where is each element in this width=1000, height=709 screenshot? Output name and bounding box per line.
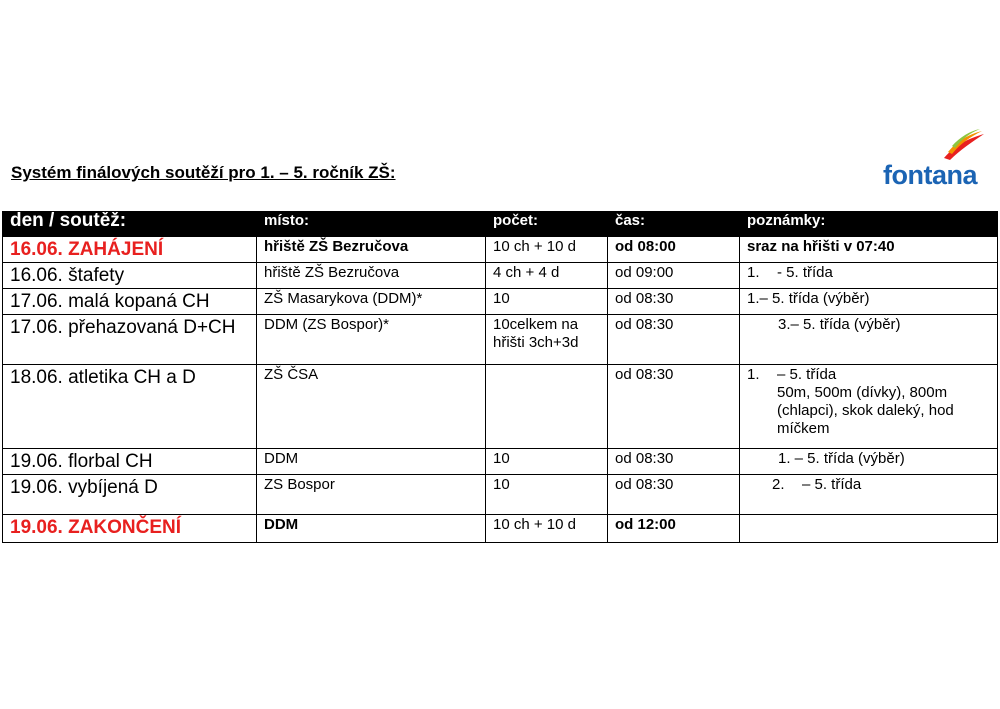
row-day: 17.06. malá kopaná CH — [3, 289, 257, 315]
row-place: DDM — [257, 515, 486, 543]
row-note — [740, 263, 998, 289]
note-number: 2. — [772, 476, 785, 493]
table-row — [3, 515, 998, 543]
header-place: místo: — [257, 212, 486, 237]
row-place: hřiště ZŠ Bezručova — [257, 237, 486, 263]
row-note: 1.– 5. třída (výběr) — [740, 289, 998, 315]
row-count — [486, 365, 608, 449]
row-note: sraz na hřišti v 07:40 — [740, 237, 998, 263]
row-time: od 08:30 — [608, 449, 740, 475]
document-title: Systém finálových soutěží pro 1. – 5. ročník ZŠ: — [11, 163, 396, 182]
header-note: poznámky: — [740, 212, 998, 237]
row-time: od 08:00 — [608, 237, 740, 263]
row-note — [740, 365, 998, 449]
row-day: 16.06. štafety — [3, 263, 257, 289]
note-text: - 5. třída — [777, 264, 833, 281]
logo-text: fontana — [883, 160, 977, 190]
row-place: ZŠ ČSA — [257, 365, 486, 449]
row-day: 19.06. ZAKONČENÍ — [3, 515, 257, 543]
note-detail: 50m, 500m (dívky), 800m (chlapci), skok daleký, hod míčkem — [777, 384, 954, 437]
header-day: den / soutěž: — [3, 212, 257, 237]
row-count: 4 ch + 4 d — [486, 263, 608, 289]
row-day: 16.06. ZAHÁJENÍ — [3, 237, 257, 263]
row-note: 3.– 5. třída (výběr) — [740, 315, 998, 365]
table-row — [3, 263, 998, 289]
row-day: 19.06. florbal CH — [3, 449, 257, 475]
row-time: od 09:00 — [608, 263, 740, 289]
table-row — [3, 365, 998, 449]
row-day: 19.06. vybíjená D — [3, 475, 257, 515]
note-text: – 5. třída — [777, 366, 837, 383]
row-count: 10 — [486, 475, 608, 515]
header-time: čas: — [608, 212, 740, 237]
table-row — [3, 475, 998, 515]
row-count: 10 — [486, 289, 608, 315]
table-row — [3, 237, 998, 263]
row-time: od 08:30 — [608, 289, 740, 315]
table-row — [3, 289, 998, 315]
row-note — [740, 475, 998, 515]
row-place: DDM — [257, 449, 486, 475]
row-count: 10celkem na hřišti 3ch+3d — [486, 315, 608, 365]
row-day: 17.06. přehazovaná D+CH — [3, 315, 257, 365]
fontana-logo — [880, 128, 990, 188]
row-time: od 08:30 — [608, 315, 740, 365]
row-place: ZS Bospor — [257, 475, 486, 515]
row-note — [740, 515, 998, 543]
row-count: 10 ch + 10 d — [486, 237, 608, 263]
row-place: ZŠ Masarykova (DDM)* — [257, 289, 486, 315]
row-count: 10 — [486, 449, 608, 475]
note-number: 1. — [747, 366, 760, 383]
table-row — [3, 315, 998, 365]
schedule-table — [2, 211, 998, 543]
row-place: hřiště ZŠ Bezručova — [257, 263, 486, 289]
row-time: od 12:00 — [608, 515, 740, 543]
row-time: od 08:30 — [608, 365, 740, 449]
row-count: 10 ch + 10 d — [486, 515, 608, 543]
row-day: 18.06. atletika CH a D — [3, 365, 257, 449]
row-note: 1. – 5. třída (výběr) — [740, 449, 998, 475]
note-number: 1. — [747, 264, 760, 281]
fontana-swoosh-icon — [940, 128, 986, 162]
table-row — [3, 449, 998, 475]
header-count: počet: — [486, 212, 608, 237]
note-text: – 5. třída — [802, 476, 862, 493]
row-time: od 08:30 — [608, 475, 740, 515]
row-place: DDM (ZS Bospor)* — [257, 315, 486, 365]
table-header-row — [3, 212, 998, 237]
